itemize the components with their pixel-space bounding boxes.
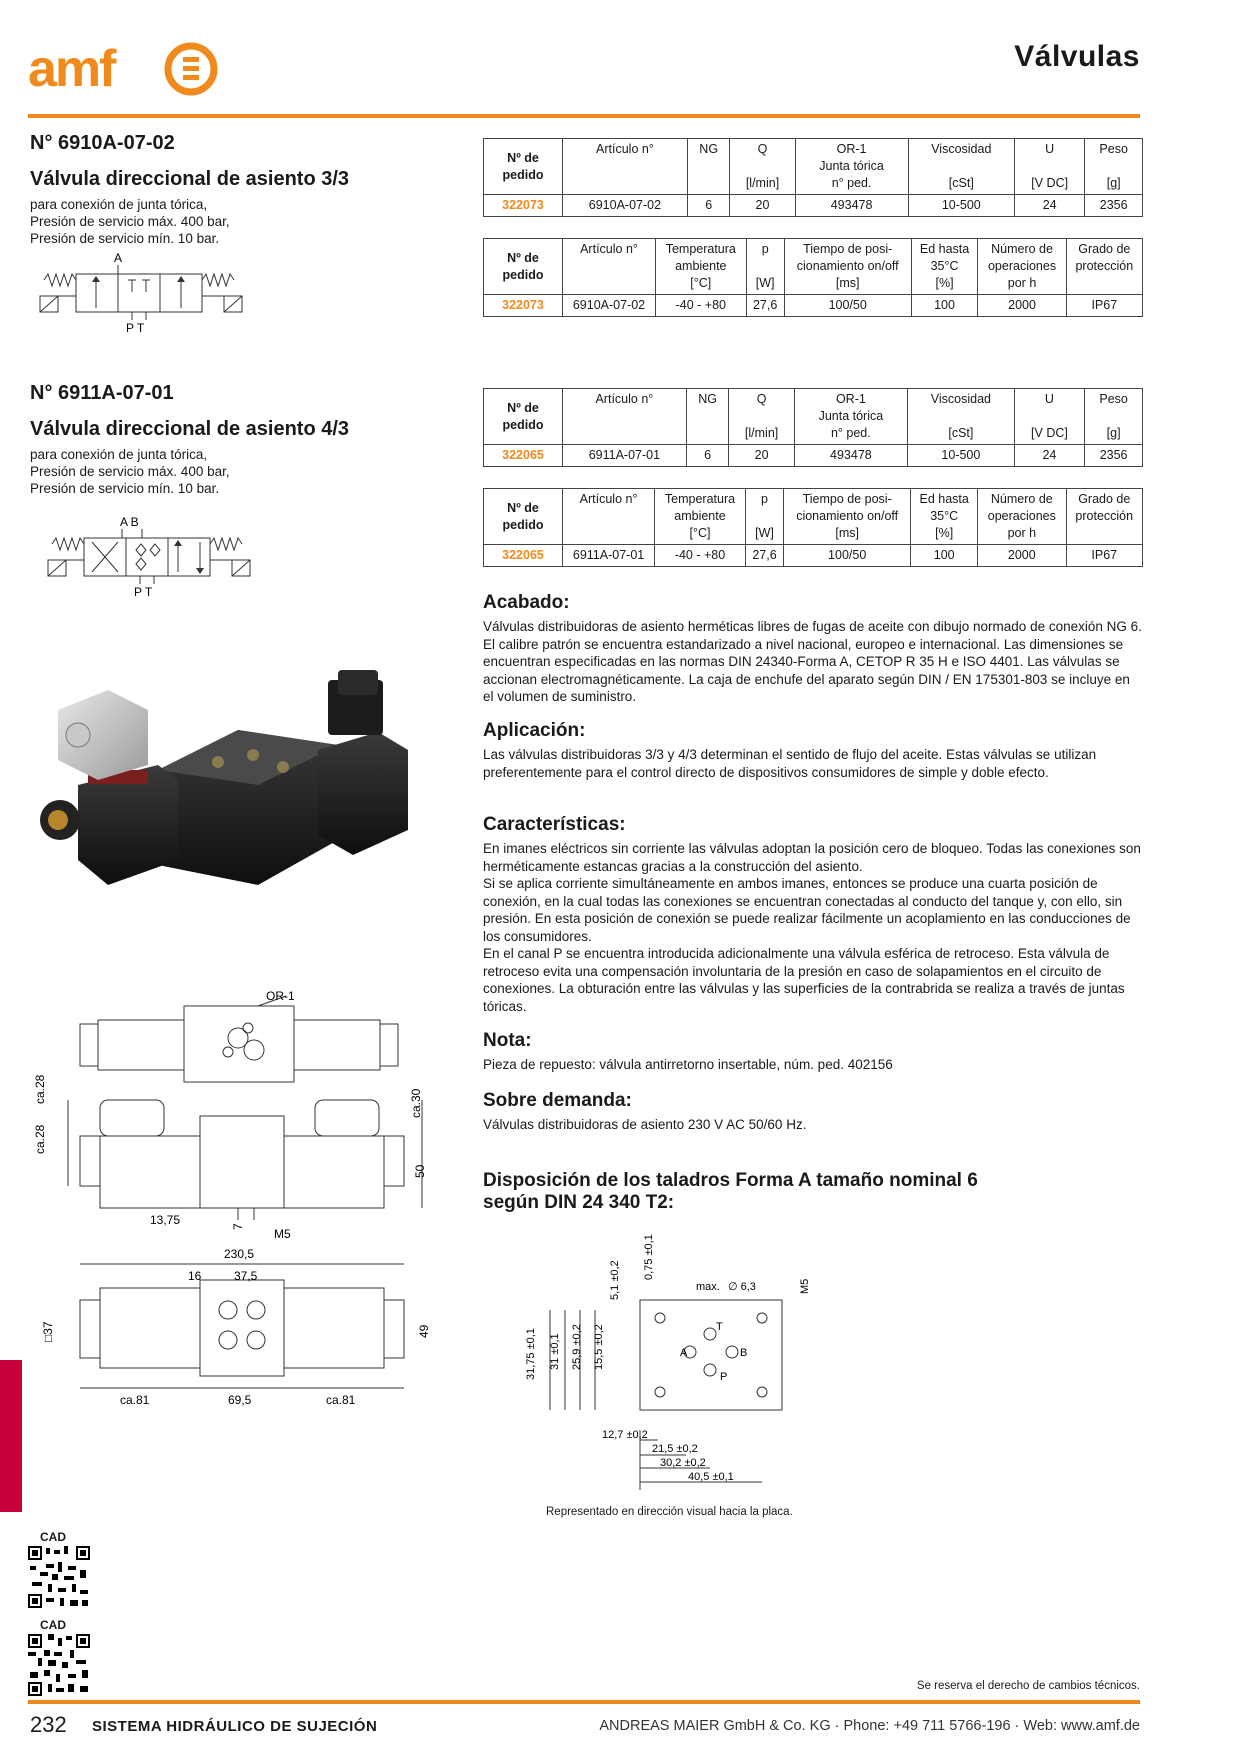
section-text: Las válvulas distribuidoras 3/3 y 4/3 determinan el sentido de flujo del aceite. Estas válvulas se utilizan preferentemente para el control directo de dispositivos consumidores de simple y doble efecto.: [483, 747, 1097, 780]
section-text: Válvulas distribuidoras de asiento 230 V AC 50/60 Hz.: [483, 1117, 807, 1132]
spec-table-1: [483, 138, 1143, 217]
section-acabado: [483, 592, 1143, 706]
dim-12-7: 12,7 ±0,2: [602, 1429, 648, 1441]
table-header: OR-1 Junta tórica n° ped.: [795, 139, 908, 195]
spec-table-4: [483, 488, 1143, 567]
logo-text: amf: [28, 40, 115, 98]
table-header: Temperatura ambiente [°C]: [656, 239, 747, 295]
valve-symbol-3-3: [36, 252, 246, 339]
symbol-port-label: P T: [134, 585, 153, 598]
table-header: Viscosidad [cSt]: [908, 139, 1014, 195]
cad-label: CAD: [40, 1618, 66, 1632]
table-header: Temperatura ambiente [°C]: [655, 489, 746, 545]
technical-drawings: [28, 988, 458, 1433]
dim-5-1: 5,1 ±0,2: [609, 1260, 621, 1300]
front-view: [68, 1100, 422, 1220]
desc-line: Presión de servicio mín. 10 bar.: [30, 231, 220, 246]
table-row: 322065 6911A-07-01 -40 - +80 27,6 100/50 100 2000 IP67: [484, 545, 1143, 567]
port-b: B: [740, 1347, 748, 1359]
dim-diameter: ∅ 6,3: [728, 1281, 756, 1293]
drilling-title-line: según DIN 24 340 T2:: [483, 1192, 675, 1213]
table-header: Peso [g]: [1085, 389, 1143, 445]
dim-21-5: 21,5 ±0,2: [652, 1443, 698, 1455]
cad-qr-code[interactable]: [28, 1634, 90, 1696]
table-header: p [W]: [746, 239, 784, 295]
section-title: Acabado:: [483, 592, 570, 613]
footer-rule: [28, 1700, 1140, 1704]
product-number: N° 6911A-07-01: [30, 382, 174, 404]
table-header: Nº de pedido: [484, 489, 563, 545]
table-header: Artículo n°: [563, 139, 688, 195]
table-header: Ed hasta 35°C [%]: [911, 489, 978, 545]
product-description: [30, 446, 230, 497]
dim-ca81: ca.81: [326, 1393, 356, 1407]
section-sobre-demanda: [483, 1090, 1143, 1134]
dim-25-9: 25,9 ±0,2: [571, 1324, 583, 1370]
section-text: Pieza de repuesto: válvula antirretorno insertable, núm. ped. 402156: [483, 1057, 893, 1072]
table-header: Nº de pedido: [484, 389, 563, 445]
drilling-pattern: [520, 1230, 820, 1515]
table-header: Ed hasta 35°C [%]: [911, 239, 978, 295]
order-number: 322073: [484, 195, 563, 217]
table-header: Artículo n°: [563, 239, 656, 295]
dim-m5: M5: [799, 1278, 811, 1294]
spec-table-2: [483, 238, 1143, 317]
section-title: Aplicación:: [483, 720, 586, 741]
symbol-port-label: P T: [126, 321, 145, 334]
dim-31: 31 ±0,1: [549, 1333, 561, 1370]
section-aplicacion: [483, 720, 1143, 781]
dim-30-2: 30,2 ±0,2: [660, 1457, 706, 1469]
order-number: 322065: [484, 445, 563, 467]
dim-37: □37: [41, 1321, 55, 1342]
table-header: Grado de protección: [1066, 239, 1142, 295]
desc-line: Presión de servicio máx. 400 bar,: [30, 214, 230, 229]
table-header: Número de operaciones por h: [978, 489, 1066, 545]
section-marker-bar: [0, 1360, 22, 1512]
page-number: 232: [30, 1712, 67, 1737]
spec-table-3: [483, 388, 1143, 467]
dim-49: 49: [417, 1324, 431, 1338]
desc-line: para conexión de junta tórica,: [30, 197, 208, 212]
table-header: OR-1 Junta tórica n° ped.: [794, 389, 907, 445]
footer-company: ANDREAS MAIER GmbH & Co. KG · Phone: +49 711 5766-196 · Web: www.amf.de: [599, 1718, 1140, 1734]
rights-notice: Se reserva el derecho de cambios técnicos.: [916, 1680, 1140, 1692]
dim-7: 7: [231, 1223, 245, 1230]
table-header: Grado de protección: [1066, 489, 1142, 545]
dim-40-5: 40,5 ±0,1: [688, 1471, 734, 1483]
table-header: Nº de pedido: [484, 139, 563, 195]
table-header: U [V DC]: [1014, 139, 1084, 195]
table-header: Q [l/min]: [729, 389, 794, 445]
dim-15-5: 15,5 ±0,2: [593, 1324, 605, 1370]
dim-ca30: ca.30: [409, 1088, 423, 1118]
page-title: Válvulas: [1014, 40, 1140, 73]
cad-label: CAD: [40, 1530, 66, 1544]
top-view: [80, 996, 398, 1082]
table-row: 322073 6910A-07-02 -40 - +80 27,6 100/50 100 2000 IP67: [484, 295, 1143, 317]
dim-13-75: 13,75: [150, 1213, 181, 1227]
dim-69-5: 69,5: [228, 1393, 252, 1407]
product-name: Válvula direccional de asiento 3/3: [30, 168, 350, 190]
table-header: Peso [g]: [1085, 139, 1143, 195]
dim-ca28: ca.28: [33, 1124, 47, 1154]
label-or1: OR-1: [266, 989, 295, 1003]
order-number: 322073: [484, 295, 563, 317]
table-header: Nº de pedido: [484, 239, 563, 295]
dim-max: max.: [696, 1281, 720, 1293]
section-title: Sobre demanda:: [483, 1090, 632, 1111]
section-title: Características:: [483, 814, 626, 835]
dim-ca81: ca.81: [120, 1393, 150, 1407]
dim-230-5: 230,5: [224, 1247, 255, 1261]
table-header: Tiempo de posi- cionamiento on/off [ms]: [784, 239, 911, 295]
table-header: Tiempo de posi- cionamiento on/off [ms]: [784, 489, 911, 545]
port-p: P: [720, 1371, 728, 1383]
product-description: [30, 196, 230, 247]
dim-m5: M5: [274, 1227, 291, 1241]
drilling-caption: Representado en dirección visual hacia la placa.: [546, 1506, 793, 1518]
drilling-title: [483, 1170, 978, 1214]
dim-0-75: 0,75 ±0,1: [643, 1234, 655, 1280]
table-row: 322065 6911A-07-01 6 20 493478 10-500 24 2356: [484, 445, 1143, 467]
valve-photo: [38, 670, 438, 945]
desc-line: para conexión de junta tórica,: [30, 447, 208, 462]
table-header: U [V DC]: [1014, 389, 1085, 445]
port-t: T: [716, 1321, 723, 1333]
footer-section: SISTEMA HIDRÁULICO DE SUJECIÓN: [92, 1718, 378, 1735]
product-number: N° 6910A-07-02: [30, 132, 175, 154]
dim-16: 16: [188, 1269, 202, 1283]
drilling-title-line: Disposición de los taladros Forma A tamaño nominal 6: [483, 1170, 978, 1191]
symbol-port-label: A: [114, 252, 123, 265]
section-nota: [483, 1030, 1143, 1074]
section-text: Válvulas distribuidoras de asiento herméticas libres de fugas de aceite con dibujo normado de conexión NG 6. El calibre patrón se encuentra estandarizado a nivel nacional, europeo e internacional. Las dimensiones se encuentran especificadas en las normas DIN 24340-Forma A, CETOP R 35 H e ISO 4401. Las válvulas se accionan electromagnéticamente. La caja de enchufe del aparato según DIN / EN 175301-803 se incluye en el volumen de suministro.: [483, 619, 1142, 704]
dim-37-5: 37,5: [234, 1269, 258, 1283]
table-header: Q [l/min]: [730, 139, 795, 195]
table-header: Viscosidad [cSt]: [908, 389, 1015, 445]
table-header: NG: [686, 389, 729, 445]
order-number: 322065: [484, 545, 563, 567]
table-header: Número de operaciones por h: [978, 239, 1066, 295]
table-header: NG: [687, 139, 730, 195]
table-header: Artículo n°: [563, 489, 655, 545]
dim-ca28: ca.28: [33, 1074, 47, 1104]
section-text: En imanes eléctricos sin corriente las válvulas adoptan la posición cero de bloqueo. Todas las conexiones son herméticamente estancas gracias a la construcción del asiento. Si se aplica corriente simultáneamente en ambos imanes, entonces se produce una cuarta posición de conexión, en la cual todas las conexiones se encuentran conectadas al conducto del tanque y, con ello, sin presión. En esta posición de conexión se puede realizar fácilmente un acoplamiento en las conducciones de los consumidores. En el canal P se encuentra introducida adicionalmente una válvula esférica de retroceso. Esta válvula de retroceso evita una compensación involuntaria de la presión en caso de solapamientos en el circuito de conexiones. La obturación entre las válvulas y las superficies de la contrabrida se realiza a través de juntas tóricas.: [483, 841, 1141, 1014]
valve-symbol-4-3: [44, 516, 254, 603]
symbol-port-label: A B: [120, 516, 139, 529]
table-header: Artículo n°: [563, 389, 687, 445]
desc-line: Presión de servicio máx. 400 bar,: [30, 464, 230, 479]
desc-line: Presión de servicio mín. 10 bar.: [30, 481, 220, 496]
port-a: A: [680, 1347, 688, 1359]
product-name: Válvula direccional de asiento 4/3: [30, 418, 350, 440]
table-row: 322073 6910A-07-02 6 20 493478 10-500 24 2356: [484, 195, 1143, 217]
table-header: p [W]: [745, 489, 783, 545]
header-rule: [28, 114, 1140, 118]
dim-50: 50: [413, 1164, 427, 1178]
cad-qr-code[interactable]: [28, 1546, 90, 1608]
amf-logo: [28, 40, 218, 98]
dim-31-75: 31,75 ±0,1: [525, 1328, 537, 1380]
section-caracteristicas: [483, 814, 1143, 1015]
section-title: Nota:: [483, 1030, 532, 1051]
